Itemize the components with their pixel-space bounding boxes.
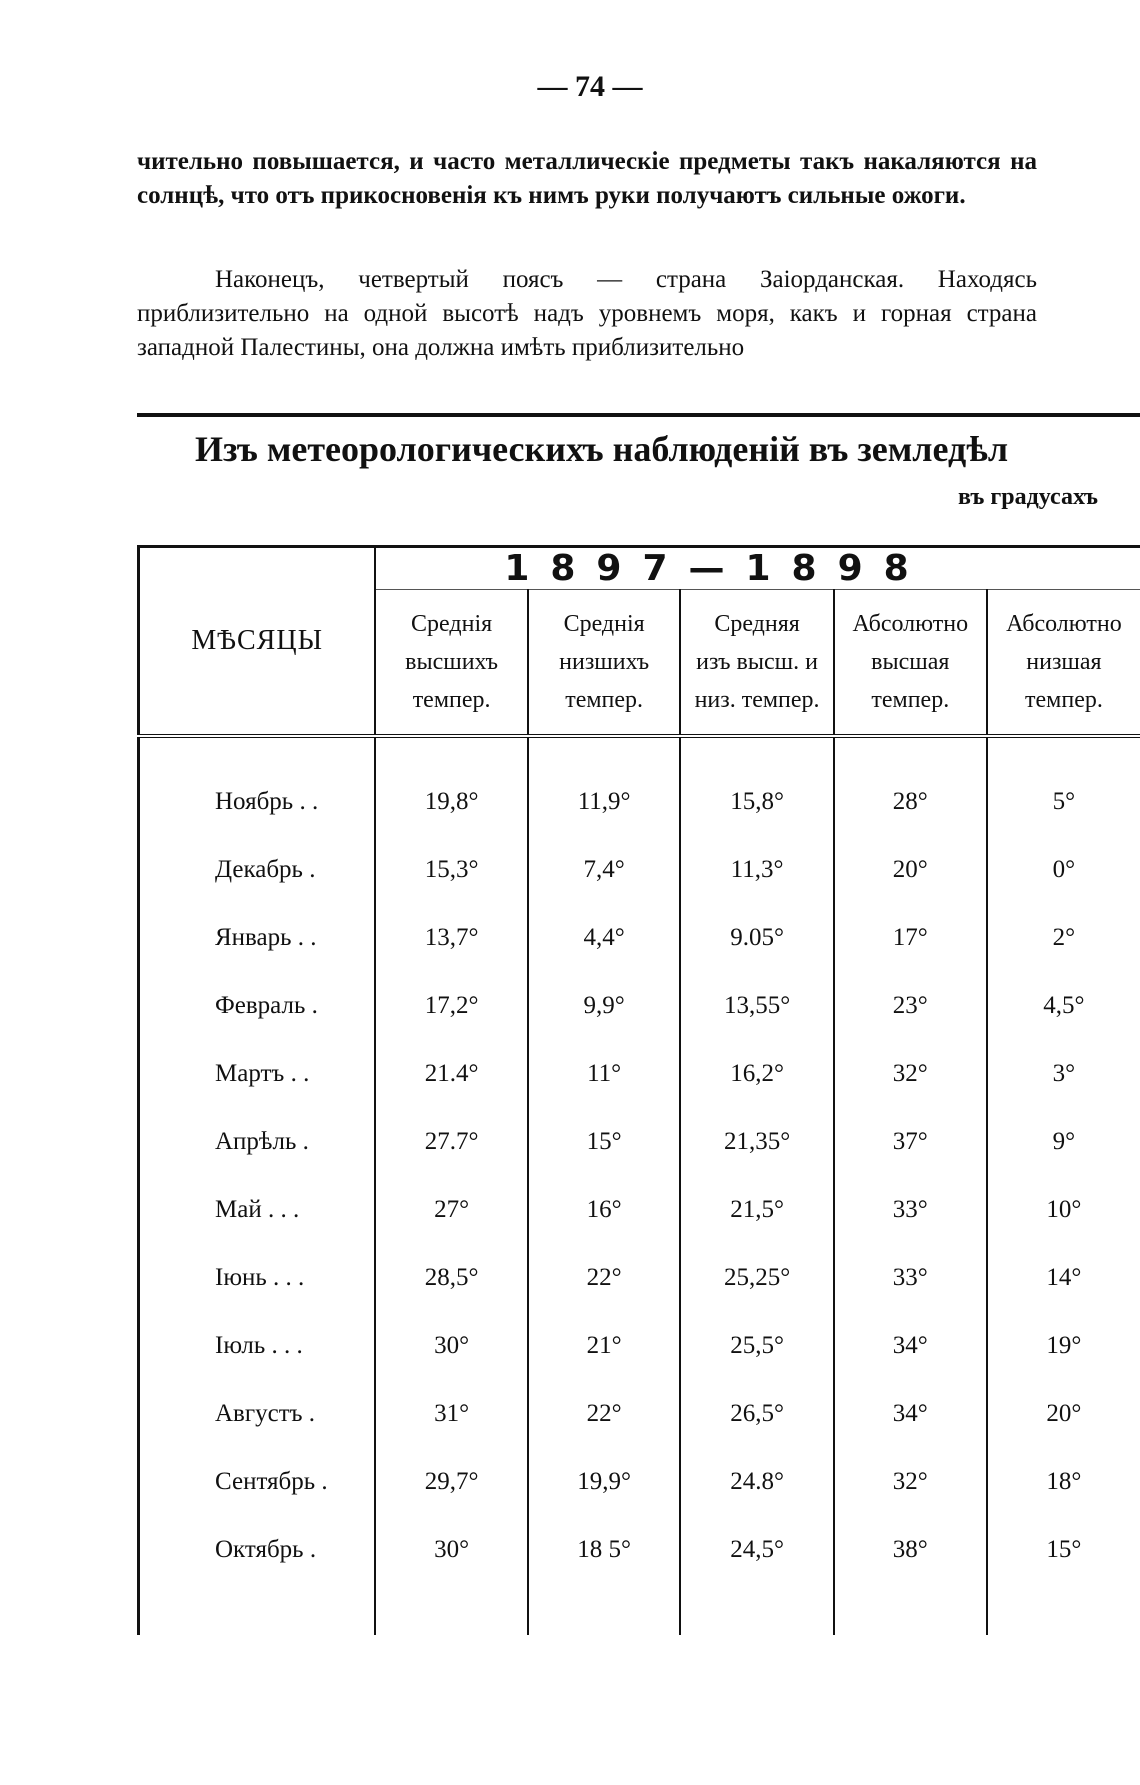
column-header-line: Среднія — [411, 611, 493, 637]
filler-cell — [987, 736, 1140, 768]
table-row — [139, 972, 1140, 1040]
column-header-line: Абсолютно — [1006, 611, 1122, 637]
value-cell: 25,25° — [680, 1244, 833, 1312]
value-cell: 31° — [375, 1380, 528, 1448]
value-cell: 13,7° — [375, 904, 528, 972]
table-row — [139, 1516, 1140, 1584]
value-cell: 5° — [987, 768, 1140, 836]
table-filler-row — [139, 1584, 1140, 1635]
value-cell: 0° — [987, 836, 1140, 904]
value-cell: 27.7° — [375, 1108, 528, 1176]
value-cell: 27° — [375, 1176, 528, 1244]
value-cell: 21,35° — [680, 1108, 833, 1176]
value-cell: 23° — [834, 972, 987, 1040]
value-cell: 32° — [834, 1040, 987, 1108]
value-cell: 32° — [834, 1448, 987, 1516]
value-cell: 34° — [834, 1312, 987, 1380]
table-filler-row — [139, 736, 1140, 768]
table-row — [139, 836, 1140, 904]
value-cell: 4,4° — [528, 904, 681, 972]
value-cell: 20° — [987, 1380, 1140, 1448]
value-cell: 18° — [987, 1448, 1140, 1516]
value-cell: 34° — [834, 1380, 987, 1448]
column-header-line: изъ высш. и — [696, 649, 818, 675]
column-header-line: Среднія — [563, 611, 645, 637]
value-cell: 38° — [834, 1516, 987, 1584]
value-cell: 15,8° — [680, 768, 833, 836]
top-rule — [137, 413, 1140, 417]
value-cell: 4,5° — [987, 972, 1140, 1040]
value-cell: 25,5° — [680, 1312, 833, 1380]
value-cell: 19,9° — [528, 1448, 681, 1516]
column-header-4 — [834, 590, 987, 737]
month-cell: Январь . . — [139, 904, 376, 972]
month-cell: Мартъ . . — [139, 1040, 376, 1108]
meteo-table-wrap — [137, 545, 1140, 1635]
column-header-2 — [528, 590, 681, 737]
column-header-line: темпер. — [1025, 687, 1103, 713]
value-cell: 20° — [834, 836, 987, 904]
value-cell: 16,2° — [680, 1040, 833, 1108]
month-cell: Апрѣль . — [139, 1108, 376, 1176]
value-cell: 24,5° — [680, 1516, 833, 1584]
column-header-line: темпер. — [412, 687, 491, 713]
value-cell: 15° — [987, 1516, 1140, 1584]
value-cell: 10° — [987, 1176, 1140, 1244]
value-cell: 28° — [834, 768, 987, 836]
column-header-line: низшая — [1026, 649, 1102, 675]
value-cell: 28,5° — [375, 1244, 528, 1312]
value-cell: 26,5° — [680, 1380, 833, 1448]
filler-cell — [528, 1584, 681, 1635]
value-cell: 21.4° — [375, 1040, 528, 1108]
table-body — [139, 736, 1140, 1635]
filler-cell — [834, 1584, 987, 1635]
column-header-line: низ. темпер. — [694, 687, 820, 713]
month-cell: Іюнь . . . — [139, 1244, 376, 1312]
month-cell: Ноябрь . . — [139, 768, 376, 836]
value-cell: 17,2° — [375, 972, 528, 1040]
column-header-3 — [680, 590, 833, 737]
column-header-5 — [987, 590, 1140, 737]
value-cell: 22° — [528, 1244, 681, 1312]
value-cell: 3° — [987, 1040, 1140, 1108]
value-cell: 9.05° — [680, 904, 833, 972]
filler-cell — [680, 736, 833, 768]
value-cell: 19,8° — [375, 768, 528, 836]
filler-cell — [375, 736, 528, 768]
meteo-table — [137, 548, 1140, 1635]
value-cell: 37° — [834, 1108, 987, 1176]
table-row — [139, 768, 1140, 836]
month-cell: Февраль . — [139, 972, 376, 1040]
value-cell: 24.8° — [680, 1448, 833, 1516]
value-cell: 29,7° — [375, 1448, 528, 1516]
table-row — [139, 1312, 1140, 1380]
column-header-1 — [375, 590, 528, 737]
value-cell: 21° — [528, 1312, 681, 1380]
month-header: МѢСЯЦЫ — [139, 548, 376, 736]
column-header-line: Средняя — [714, 611, 800, 637]
value-cell: 11,9° — [528, 768, 681, 836]
value-cell: 16° — [528, 1176, 681, 1244]
value-cell: 11° — [528, 1040, 681, 1108]
filler-cell — [834, 736, 987, 768]
month-cell: Августъ . — [139, 1380, 376, 1448]
value-cell: 18 5° — [528, 1516, 681, 1584]
value-cell: 9° — [987, 1108, 1140, 1176]
month-cell: Іюль . . . — [139, 1312, 376, 1380]
filler-cell — [528, 736, 681, 768]
filler-cell — [987, 1584, 1140, 1635]
value-cell: 30° — [375, 1312, 528, 1380]
value-cell: 15,3° — [375, 836, 528, 904]
value-cell: 33° — [834, 1176, 987, 1244]
page-number: — 74 — — [537, 70, 643, 103]
filler-cell — [139, 1584, 376, 1635]
column-header-line: высшая — [871, 649, 950, 675]
column-header-line: темпер. — [871, 687, 950, 713]
column-header-line: высшихъ — [405, 649, 499, 675]
table-row — [139, 1108, 1140, 1176]
paragraph-2: Наконецъ, четвертый поясъ — страна Заіорданская. Находясь приблизительно на одной высотѣ надъ уровнемъ моря, какъ и горная страна западной Палестины, она должна имѣть приблизительно — [137, 266, 1037, 361]
month-cell: Октябрь . — [139, 1516, 376, 1584]
value-cell: 2° — [987, 904, 1140, 972]
value-cell: 14° — [987, 1244, 1140, 1312]
value-cell: 22° — [528, 1380, 681, 1448]
month-cell: Сентябрь . — [139, 1448, 376, 1516]
table-row — [139, 1176, 1140, 1244]
years-header: 1897—1898 — [375, 548, 1140, 590]
filler-cell — [375, 1584, 528, 1635]
value-cell: 19° — [987, 1312, 1140, 1380]
value-cell: 9,9° — [528, 972, 681, 1040]
table-row — [139, 1380, 1140, 1448]
value-cell: 33° — [834, 1244, 987, 1312]
value-cell: 30° — [375, 1516, 528, 1584]
column-header-line: темпер. — [565, 687, 644, 713]
table-row — [139, 904, 1140, 972]
table-row — [139, 1040, 1140, 1108]
value-cell: 7,4° — [528, 836, 681, 904]
value-cell: 17° — [834, 904, 987, 972]
value-cell: 13,55° — [680, 972, 833, 1040]
column-header-line: Абсолютно — [852, 611, 969, 637]
value-cell: 11,3° — [680, 836, 833, 904]
column-header-line: низшихъ — [559, 649, 650, 675]
paragraph-1: чительно повышается, и часто металлическіе предметы такъ накаляются на солнцѣ, что отъ прикосновенія къ нимъ руки получаютъ сильные ожоги. — [137, 148, 1037, 209]
table-subtitle: въ градусахъ — [958, 484, 1099, 510]
value-cell: 15° — [528, 1108, 681, 1176]
table-row — [139, 1244, 1140, 1312]
table-title: Изъ метеорологическихъ наблюденій въ земледѣл — [195, 429, 1009, 469]
value-cell: 21,5° — [680, 1176, 833, 1244]
month-cell: Май . . . — [139, 1176, 376, 1244]
month-cell: Декабрь . — [139, 836, 376, 904]
table-row — [139, 1448, 1140, 1516]
filler-cell — [139, 736, 376, 768]
filler-cell — [680, 1584, 833, 1635]
